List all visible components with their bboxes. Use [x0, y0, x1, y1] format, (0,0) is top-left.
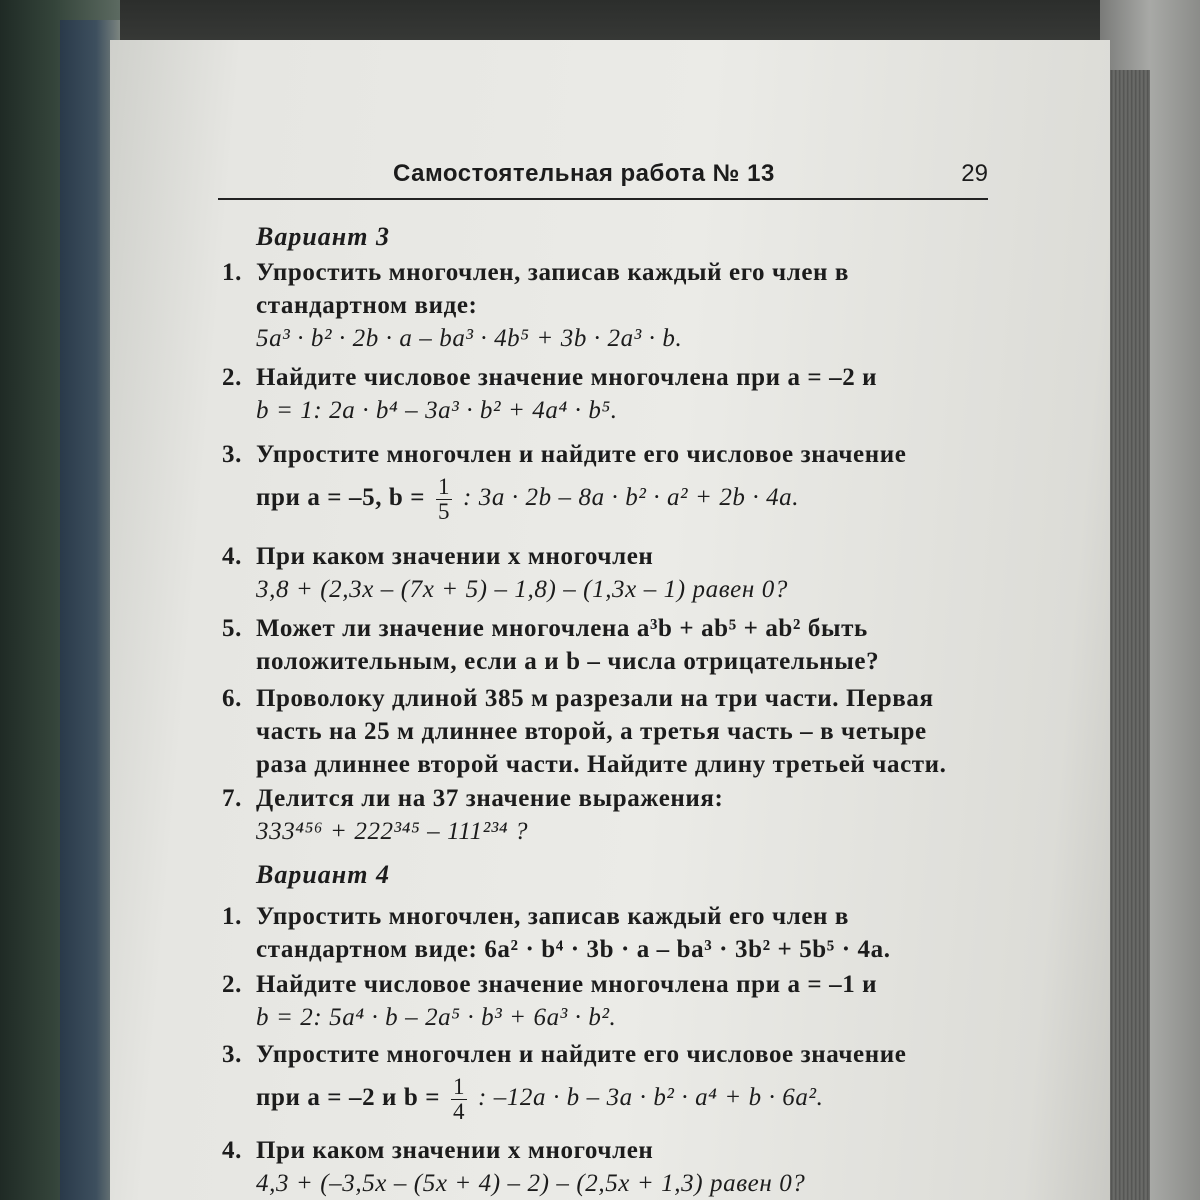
task-text-line: При каком значении x многочлен	[256, 1137, 654, 1164]
fraction-numerator: 1	[437, 474, 451, 499]
task-expression: : –12a · b – 3a · b² · a⁴ + b · 6a².	[477, 1084, 824, 1112]
v4-task-4	[222, 1134, 1002, 1200]
task-expression: b = 1: 2a · b⁴ – 3a³ · b² + 4a⁴ · b⁵.	[256, 397, 618, 424]
task-expression: : 3a · 2b – 8a · b² · a² + 2b · 4a.	[462, 484, 800, 512]
task-expression: 4,3 + (–3,5x – (5x + 4) – 2) – (2,5x + 1,3) равен 0?	[256, 1170, 806, 1197]
task-expression: 3,8 + (2,3x – (7x + 5) – 1,8) – (1,3x – 1) равен 0?	[256, 576, 788, 603]
task-text-line: часть на 25 м длиннее второй, а третья часть – в четыре	[256, 718, 927, 745]
task-text-line: Упростить многочлен, записав каждый его член в	[256, 903, 849, 930]
page-title: Самостоятельная работа № 13	[393, 160, 775, 187]
task-text-line: Может ли значение многочлена a³b + ab⁵ + ab² быть	[256, 615, 868, 642]
task-number: 1.	[222, 259, 242, 286]
task-number: 7.	[222, 785, 242, 812]
task-number: 6.	[222, 685, 242, 712]
fraction-denominator: 5	[437, 499, 451, 524]
task-number: 1.	[222, 903, 242, 930]
v3-task-1	[222, 256, 1002, 355]
task-text-line: Проволоку длиной 385 м разрезали на три части. Первая	[256, 685, 934, 712]
task-text-line: Найдите числовое значение многочлена при a = –1 и	[256, 971, 878, 998]
variant-4-title: Вариант 4	[256, 860, 390, 889]
task-text-line: Делится ли на 37 значение выражения:	[256, 785, 724, 812]
task-condition: при a = –5, b =	[256, 484, 426, 512]
task-number: 3.	[222, 1041, 242, 1068]
task-text-line: положительным, если a и b – числа отрицательные?	[256, 648, 880, 675]
task-text-line: раза длиннее второй части. Найдите длину третьей части.	[256, 751, 947, 778]
v3-task-6	[222, 682, 1002, 781]
task-number: 4.	[222, 1137, 242, 1164]
task-number: 2.	[222, 971, 242, 998]
task-expression: b = 2: 5a⁴ · b – 2a⁵ · b³ + 6a³ · b².	[256, 1004, 617, 1031]
task-text-line: Упростите многочлен и найдите его числовое значение	[256, 441, 907, 468]
task-text-line: стандартном виде:	[256, 292, 478, 319]
fraction-numerator: 1	[452, 1074, 466, 1099]
v4-task-2	[222, 968, 1002, 1034]
v4-task-1	[222, 900, 1002, 966]
task-text-line: стандартном виде: 6a² · b⁴ · 3b · a – ba³ · 3b² + 5b⁵ · 4a.	[256, 936, 891, 963]
task-number: 4.	[222, 543, 242, 570]
task-condition: при a = –2 и b =	[256, 1084, 441, 1112]
task-expression: 5a³ · b² · 2b · a – ba³ · 4b⁵ + 3b · 2a³ · b.	[256, 325, 683, 352]
task-text-line: Упростить многочлен, записав каждый его член в	[256, 259, 849, 286]
v4-task-3	[222, 1038, 1002, 1124]
task-text-line: Упростите многочлен и найдите его числовое значение	[256, 1041, 907, 1068]
page-header	[218, 158, 988, 200]
v3-task-7	[222, 782, 1002, 848]
v3-task-5	[222, 612, 1002, 678]
v3-task-3	[222, 438, 1002, 524]
task-expression: 333⁴⁵⁶ + 222³⁴⁵ – 111²³⁴ ?	[256, 818, 529, 845]
v3-task-4	[222, 540, 1002, 606]
variant-3-title: Вариант 3	[256, 222, 390, 251]
fraction	[451, 1075, 467, 1124]
v3-task-2	[222, 361, 1002, 427]
fraction-denominator: 4	[452, 1099, 466, 1124]
book-page	[110, 40, 1110, 1200]
task-number: 5.	[222, 615, 242, 642]
task-text-line: Найдите числовое значение многочлена при a = –2 и	[256, 364, 878, 391]
task-number: 2.	[222, 364, 242, 391]
page-number: 29	[961, 160, 988, 187]
fraction	[436, 475, 452, 524]
task-number: 3.	[222, 441, 242, 468]
task-text-line: При каком значении x многочлен	[256, 543, 654, 570]
